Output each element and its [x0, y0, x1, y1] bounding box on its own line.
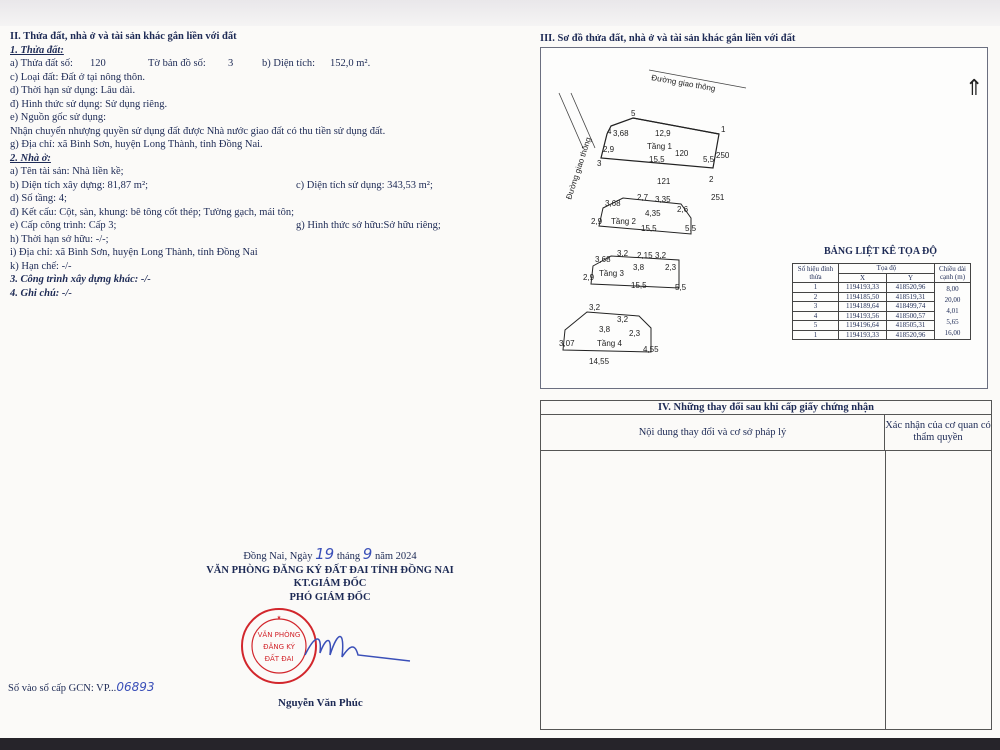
pt-5: 5	[631, 109, 636, 118]
table-row: 1 1194193,33 418520,96	[793, 330, 971, 340]
f2-dim-h: 5,5	[685, 224, 697, 233]
f2-dim-d: 2,6	[677, 205, 689, 214]
land-type: c) Loại đất: Đất ở tại nông thôn.	[10, 71, 146, 83]
svg-text:★: ★	[276, 615, 282, 621]
f4-dim-g: 4,55	[643, 345, 659, 354]
road-top-label: Đường giao thông	[650, 73, 717, 94]
handwritten-signature	[300, 625, 420, 670]
floors: d) Số tầng: 4;	[10, 193, 67, 204]
section-ii-title: II. Thửa đất, nhà ở và tài sản khác gắn liền với đất	[10, 31, 237, 42]
changes-col-approval: Xác nhận của cơ quan có thẩm quyền	[885, 415, 991, 451]
notes: 4. Ghi chú: -/-	[10, 287, 72, 299]
f4-dim-a: 3,2	[589, 303, 601, 312]
house-address: i) Địa chỉ: xã Bình Sơn, huyện Long Thành, tỉnh Đồng Nai	[10, 247, 258, 258]
f2-dim-a: 3,68	[605, 199, 621, 208]
f2-dim-f: 4,35	[645, 209, 661, 218]
north-arrow-icon: ⇑	[965, 76, 984, 101]
signer-name: Nguyễn Văn Phúc	[278, 697, 363, 709]
f1-dim-c: 2,9	[603, 145, 615, 154]
kt-title: KT.GIÁM ĐỐC	[293, 578, 367, 589]
f2-dim-c: 3,35	[655, 195, 671, 204]
own-term: h) Thời hạn sở hữu: -/-;	[10, 233, 109, 245]
svg-text:ĐẤT ĐAI: ĐẤT ĐAI	[264, 655, 294, 663]
origin-label: e) Nguồn gốc sử dụng:	[10, 112, 107, 123]
f3-dim-i: 5,5	[675, 283, 687, 292]
origin: Nhận chuyển nhượng quyền sử dụng đất được Nhà nước giao đất có thu tiền sử dụng đất.	[10, 125, 386, 137]
floor-area: c) Diện tích sử dụng: 343,53 m²;	[296, 179, 433, 191]
pt-1: 1	[721, 125, 726, 134]
day-handwritten: 19	[315, 545, 335, 563]
f4-dim-f: 14,55	[589, 357, 610, 366]
land-heading: 1. Thửa đất:	[10, 44, 64, 56]
table-row: 4 1194193,56 418500,57	[793, 311, 971, 321]
f2-dim-g: 15,5	[641, 224, 657, 233]
svg-text:VĂN PHÒNG: VĂN PHÒNG	[257, 631, 301, 639]
grade: e) Cấp công trình: Cấp 3;	[10, 220, 117, 231]
changes-col-content: Nội dung thay đổi và cơ sở pháp lý	[541, 415, 885, 451]
place-date: Đồng Nai, Ngày 19 tháng 9 năm 2024	[243, 545, 417, 563]
f3-dim-c: 2,15	[637, 251, 653, 260]
scan-top-edge	[0, 0, 1000, 26]
f2-dim-e: 2,9	[591, 217, 603, 226]
floor-4-label: Tầng 4	[597, 339, 622, 348]
floor-2-label: Tầng 2	[611, 217, 636, 226]
f3-dim-a: 3,68	[595, 255, 611, 264]
f4-dim-b: 3,2	[617, 315, 629, 324]
f1-dim-e: 5,5	[703, 155, 715, 164]
f1-dim-b: 12,9	[655, 129, 671, 138]
road-left-edge-a	[559, 93, 583, 148]
ownership: g) Hình thức sở hữu:Sở hữu riêng;	[296, 220, 441, 231]
serial-line: Số vào sổ cấp GCN: VP...06893	[8, 680, 155, 694]
f4-dim-e: 2,3	[629, 329, 641, 338]
svg-text:ĐĂNG KÝ: ĐĂNG KÝ	[263, 643, 295, 651]
table-row: 1 1194193,33 418520,96 8,00 20,00 4,01 5,65 16,00	[793, 283, 971, 293]
f3-dim-d: 3,2	[655, 251, 667, 260]
area-line	[10, 179, 520, 193]
neighbor-251: 251	[711, 193, 725, 202]
f2-dim-b: 2,7	[637, 193, 649, 202]
structure: đ) Kết cấu: Cột, sàn, khung: bê tông cốt thép; Tường gạch, mái tôn;	[10, 206, 294, 218]
use-term: d) Thời hạn sử dụng: Lâu dài.	[10, 85, 136, 96]
office-name: VĂN PHÒNG ĐĂNG KÝ ĐẤT ĐAI TỈNH ĐỒNG NAI	[206, 564, 454, 576]
section-iv-table	[540, 400, 992, 730]
section-ii	[10, 30, 520, 300]
scan-bottom-edge	[0, 738, 1000, 750]
use-form: đ) Hình thức sử dụng: Sử dụng riêng.	[10, 98, 168, 110]
signature-block	[150, 545, 510, 604]
col-y: Y	[887, 273, 935, 283]
f4-dim-d: 3,8	[599, 325, 611, 334]
f3-dim-f: 3,8	[633, 263, 645, 272]
floor-3-label: Tầng 3	[599, 269, 624, 278]
section-iii-title: III. Sơ đồ thửa đất, nhà ở và tài sản khác gắn liền với đất	[540, 33, 796, 44]
coord-table-title: BẢNG LIỆT KÊ TỌA ĐỘ	[824, 246, 937, 257]
map-sheet-no: 3	[228, 58, 234, 69]
f3-dim-b: 3,2	[617, 249, 629, 258]
neighbor-121: 121	[657, 177, 671, 186]
parcel-id: 120	[675, 149, 689, 158]
house-name: a) Tên tài sản: Nhà liền kề;	[10, 166, 124, 177]
house-heading: 2. Nhà ở:	[10, 152, 51, 164]
limits: k) Hạn chế: -/-	[10, 260, 72, 272]
pt-3: 3	[597, 159, 602, 168]
built-area: b) Diện tích xây dựng: 81,87 m²;	[10, 179, 149, 191]
section-iv-title: IV. Những thay đổi sau khi cấp giấy chứng nhận	[541, 401, 991, 415]
col-coord: Tọa độ	[839, 264, 935, 274]
col-length: Chiều dài cạnh (m)	[935, 264, 971, 283]
f3-dim-e: 2,9	[583, 273, 595, 282]
neighbor-250: 250	[716, 151, 730, 160]
area-value: 152,0 m².	[330, 58, 371, 69]
serial-handwritten: 06893	[116, 680, 155, 694]
pt-2: 2	[709, 175, 714, 184]
f1-dim-d: 15,5	[649, 155, 665, 164]
col-point: Số hiệu đỉnh thửa	[793, 264, 839, 283]
parcel-no: 120	[90, 58, 106, 69]
parcel-line: a) Thửa đất số: 120 Tờ bản đồ số: 3 b) Diện tích: 152,0 m².	[10, 58, 371, 69]
parcel-top-edge	[633, 118, 719, 134]
f1-dim-a: 3,68	[613, 129, 629, 138]
month-handwritten: 9	[362, 545, 373, 563]
table-row: 3 1194189,64 418499,74	[793, 302, 971, 312]
grade-line	[10, 219, 520, 233]
floor-1-label: Tầng 1	[647, 142, 672, 151]
pt-4: 4	[607, 127, 612, 136]
changes-divider	[885, 451, 886, 729]
road-left-label: Đường giao thông	[564, 136, 593, 201]
table-row: 2 1194185,50 418519,31	[793, 292, 971, 302]
col-x: X	[839, 273, 887, 283]
f3-dim-g: 2,3	[665, 263, 677, 272]
deputy-title: PHÓ GIÁM ĐỐC	[289, 591, 371, 603]
other-works: 3. Công trình xây dựng khác: -/-	[10, 274, 151, 285]
coord-table	[792, 263, 971, 340]
address: g) Địa chỉ: xã Bình Sơn, huyện Long Thành, tỉnh Đồng Nai.	[10, 139, 263, 150]
f4-dim-c: 3,07	[559, 339, 575, 348]
table-row: 5 1194196,64 418505,31	[793, 321, 971, 331]
f3-dim-h: 15,5	[631, 281, 647, 290]
